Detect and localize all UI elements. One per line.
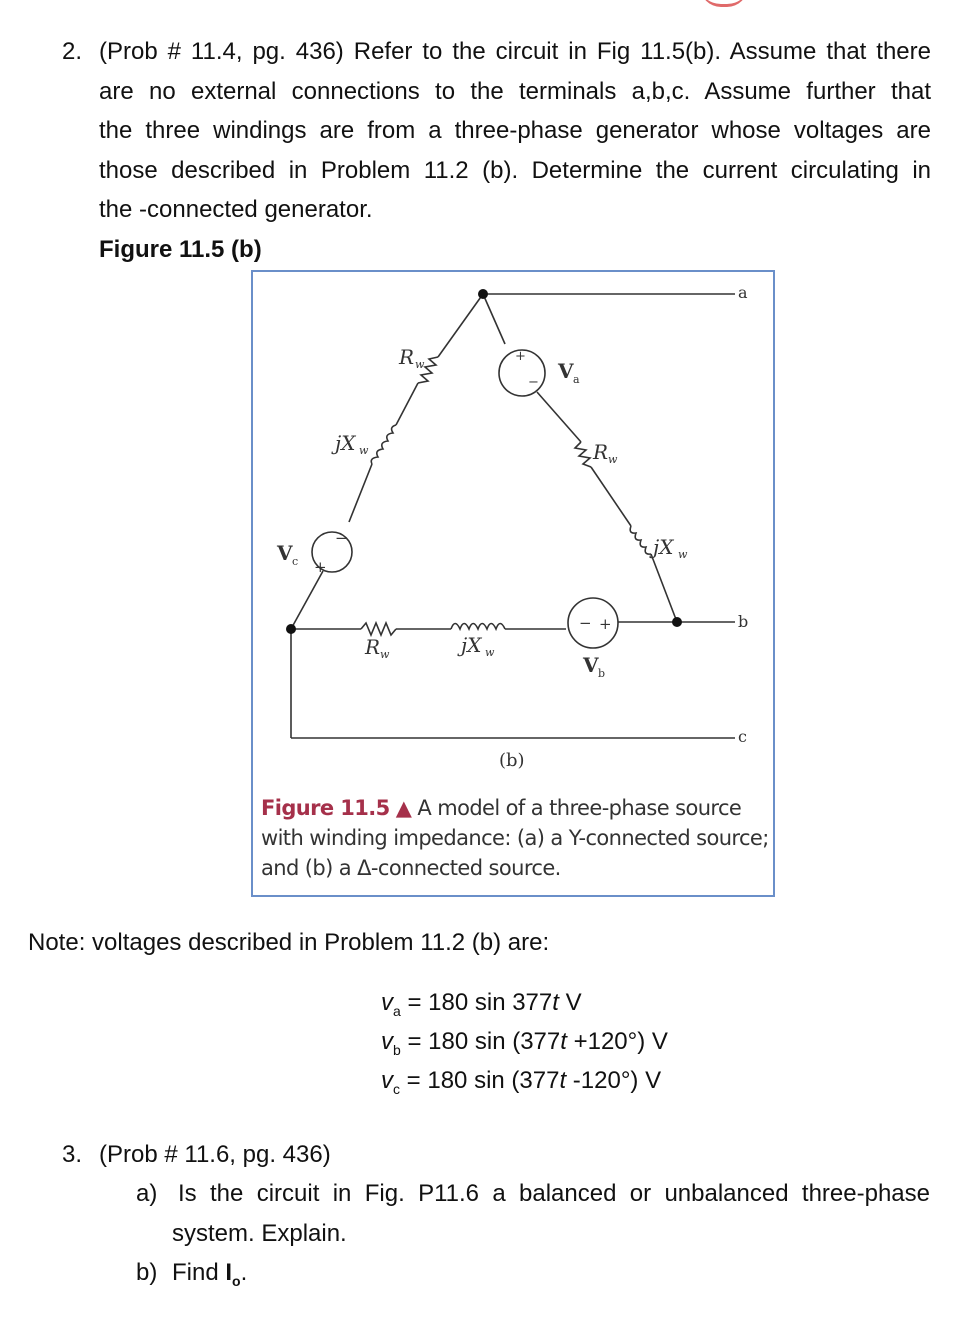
node-left (286, 624, 296, 634)
wire-left-1 (438, 294, 483, 357)
eq-var: v (381, 1028, 393, 1055)
vc-minus: − (335, 529, 348, 547)
terminal-a-label: a (738, 283, 748, 302)
caption-line-1-text: A model of a three-phase source (417, 796, 742, 820)
caption-line-2: with winding impedance: (a) a Y-connected source; (261, 826, 769, 850)
equation-vb (381, 1028, 668, 1058)
problem-3b-prefix: Find (172, 1259, 226, 1286)
vb-label: V (583, 653, 599, 677)
va-label: V (558, 359, 574, 383)
eq-sub: a (393, 1002, 401, 1019)
problem-3b-var: I (225, 1259, 233, 1286)
figure-sublabel: (b) (499, 750, 525, 771)
vb-plus: + (599, 615, 612, 633)
wire-right-2 (537, 392, 581, 442)
problem-3-title: (Prob # 11.6, pg. 436) (99, 1141, 331, 1168)
eq-pre: = 180 sin (377 (400, 1067, 560, 1094)
eq-var: v (381, 989, 393, 1016)
jxw-left-label: jX (335, 431, 356, 455)
wire-left-3 (349, 464, 372, 522)
node-right (672, 617, 682, 627)
eq-t: t (552, 989, 559, 1016)
figure-title: Figure 11.5 (b) (99, 236, 262, 263)
resistor-right (575, 442, 591, 467)
problem-3b-end: . (240, 1259, 248, 1286)
equation-va (381, 989, 582, 1019)
vc-label: V (277, 541, 293, 565)
problem-3-number: 3. (62, 1141, 83, 1168)
wire-right-3 (591, 467, 631, 526)
inductor-bottom (451, 624, 505, 630)
problem-3a-label: a) (136, 1180, 158, 1207)
problem-2-line-3: the three windings are from a three-phase generator whose voltages are (99, 117, 931, 144)
wire-right-4 (651, 554, 677, 622)
eq-t: t (560, 1028, 567, 1055)
caption-triangle-icon: ▲ (395, 796, 412, 820)
rw-right-sub: w (608, 453, 618, 466)
caption-line-3-post: -connected source. (370, 856, 561, 880)
jxw-bottom-label: jX (461, 633, 482, 657)
va-minus: − (528, 375, 539, 390)
resistor-bottom (361, 623, 396, 635)
problem-2-line-1: (Prob # 11.4, pg. 436) Refer to the circuit in Fig 11.5(b). Assume that there (99, 38, 931, 65)
note-text: Note: voltages described in Problem 11.2 (b) are: (28, 929, 550, 956)
caption-line-3 (261, 856, 561, 880)
vb-sub: b (598, 667, 606, 680)
problem-2-line-5: the -connected generator. (99, 196, 373, 223)
equation-vc (381, 1067, 661, 1097)
wire-right-1 (483, 294, 505, 344)
inductor-right (630, 526, 651, 554)
eq-t: t (559, 1067, 567, 1094)
vc-sub: c (292, 555, 299, 568)
problem-2-line-2: are no external connections to the terminals a,b,c. Assume further that (99, 78, 931, 105)
wire-left-2 (396, 383, 418, 425)
problem-3b-text (172, 1259, 247, 1289)
eq-pre: = 180 sin 377 (400, 989, 553, 1016)
jxw-left-sub: w (359, 444, 369, 457)
terminal-b-label: b (738, 612, 749, 631)
va-sub: a (573, 373, 580, 386)
problem-3b-sub: o (232, 1272, 241, 1289)
problem-2-line-4: those described in Problem 11.2 (b). Determine the current circulating in (99, 157, 931, 184)
eq-post: V (558, 989, 582, 1016)
rw-right-label: R (593, 440, 609, 464)
jxw-bottom-sub: w (485, 646, 495, 659)
rw-top-label: R (399, 345, 415, 369)
problem-3a-line-1: Is the circuit in Fig. P11.6 a balanced or unbalanced three-phase (178, 1180, 930, 1207)
caption-line-1 (261, 796, 741, 820)
caption-figure-number: Figure 11.5 (261, 796, 390, 820)
eq-post: +120°) V (566, 1028, 668, 1055)
problem-2-number: 2. (62, 38, 83, 65)
decorative-mark (700, 0, 748, 7)
eq-pre: = 180 sin (377 (400, 1028, 561, 1055)
jxw-right-label: jX (653, 535, 674, 559)
vb-minus: − (579, 614, 592, 632)
eq-post: -120°) V (566, 1067, 662, 1094)
eq-var: v (381, 1067, 393, 1094)
node-top (478, 289, 488, 299)
rw-top-sub: w (415, 358, 425, 371)
figure-11-5b (251, 270, 775, 897)
wire-left-4 (291, 571, 323, 629)
vc-plus: + (314, 558, 327, 576)
eq-sub: c (393, 1080, 400, 1097)
caption-delta: Δ (357, 856, 371, 880)
rw-bottom-label: R (365, 635, 381, 659)
terminal-c-label: c (738, 727, 747, 746)
problem-3b-label: b) (136, 1259, 158, 1286)
inductor-left (371, 425, 396, 464)
problem-3a-line-2: system. Explain. (172, 1220, 347, 1247)
jxw-right-sub: w (678, 548, 688, 561)
rw-bottom-sub: w (380, 648, 390, 661)
va-plus: + (515, 349, 526, 364)
eq-sub: b (393, 1041, 401, 1058)
caption-line-3-pre: and (b) a (261, 856, 358, 880)
